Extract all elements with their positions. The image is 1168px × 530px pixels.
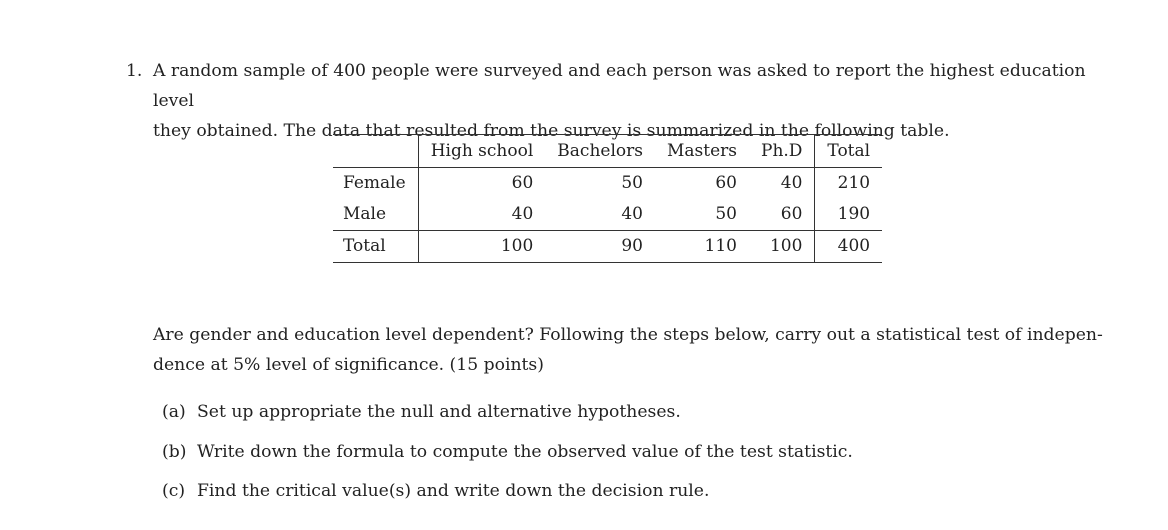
part-b — [162, 438, 853, 478]
row-label-male: Male — [343, 204, 387, 224]
row-label-female: Female — [333, 168, 418, 200]
header-total: Total — [815, 135, 882, 168]
part-c-text: Find the critical value(s) and write down the decision rule. — [197, 481, 710, 501]
part-a-text: Set up appropriate the null and alternative hypotheses. — [197, 402, 681, 422]
table-cell: 60 — [749, 199, 815, 231]
table-header-row — [333, 135, 882, 168]
table-cell: 110 — [655, 231, 749, 263]
table-cell: 100 — [749, 231, 815, 263]
intro-line-2: they obtained. The data that resulted from the survey is summarized in the following table. — [153, 121, 950, 141]
question-text — [153, 320, 1133, 380]
problem-intro — [153, 56, 1126, 146]
table-cell: 40 — [749, 168, 815, 200]
header-masters: Masters — [655, 135, 749, 168]
row-label-total: Total — [333, 231, 418, 263]
table-cell: 60 — [418, 168, 545, 200]
education-table — [333, 134, 882, 263]
table-row — [333, 231, 882, 263]
table-row — [333, 168, 882, 200]
table-cell: 100 — [418, 231, 545, 263]
part-b-label: (b) — [162, 441, 187, 462]
part-b-text: Write down the formula to compute the observed value of the test statistic. — [197, 441, 853, 462]
question-line-2: dence at 5% level of significance. (15 points) — [153, 355, 544, 375]
intro-line-1: A random sample of 400 people were surveyed and each person was asked to report the highest education level — [153, 61, 1086, 111]
problem-statement — [126, 56, 1126, 146]
table-cell: 210 — [815, 168, 882, 200]
part-a — [162, 398, 853, 438]
table-corner-cell — [333, 135, 418, 168]
part-a-label: (a) — [162, 402, 186, 422]
table-cell: 400 — [815, 231, 882, 263]
table-cell: 50 — [545, 168, 655, 200]
table-cell: 60 — [655, 168, 749, 200]
table-cell: 40 — [621, 204, 643, 224]
header-bachelors: Bachelors — [545, 135, 655, 168]
problem-number: 1. — [126, 61, 143, 81]
question-parts — [162, 398, 853, 517]
table-cell: 90 — [545, 231, 655, 263]
header-high-school: High school — [418, 135, 545, 168]
header-phd: Ph.D — [749, 135, 815, 168]
table-cell: 50 — [715, 204, 737, 224]
question-line-1: Are gender and education level dependent? Following the steps below, carry out a statistical test of indepen- — [153, 325, 1103, 345]
table-row — [333, 199, 882, 231]
table-cell: 190 — [837, 204, 871, 224]
part-c — [162, 477, 853, 517]
table-cell: 40 — [418, 199, 545, 231]
part-c-label: (c) — [162, 481, 186, 501]
